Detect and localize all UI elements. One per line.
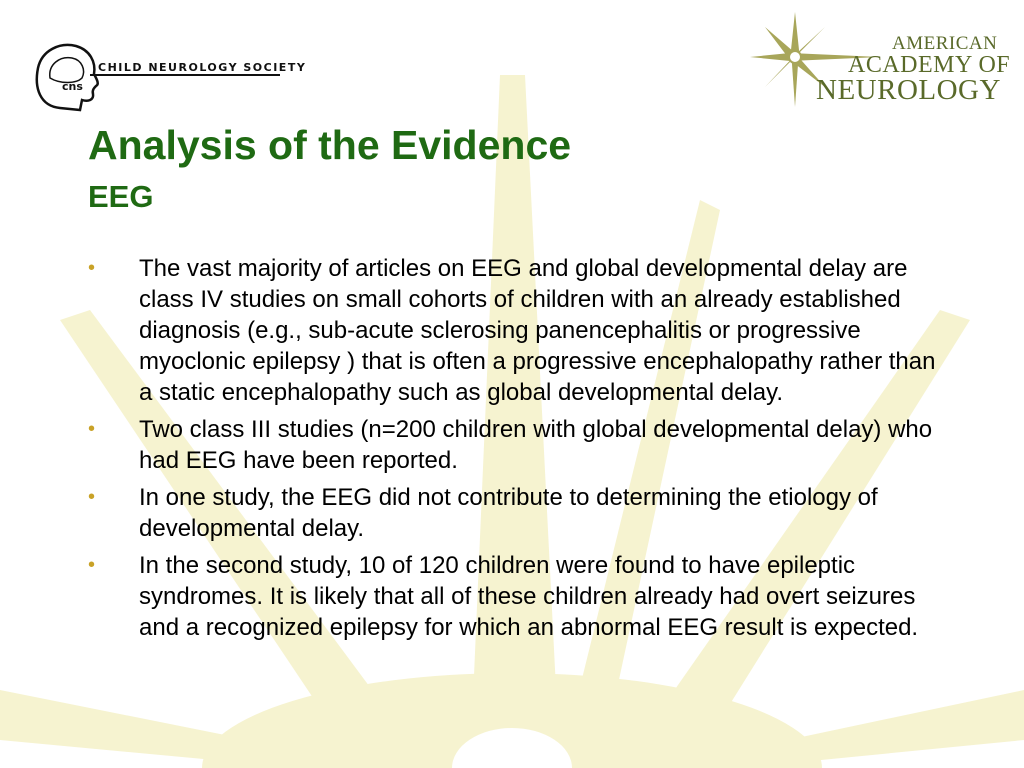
- aan-logo-line1: AMERICAN: [892, 33, 998, 54]
- bullet-dot-icon: •: [88, 418, 96, 440]
- slide-subtitle: EEG: [88, 179, 154, 214]
- bullet-text: The vast majority of articles on EEG and global developmental delay are class IV studies on small cohorts of children with an already established diagnosis (e.g., sub-acute sclerosing panencephalitis or progressive myoclonic epilepsy ) that is often a progressive encephalopathy rather than a static encephalopathy such as global developmental delay.: [139, 255, 936, 406]
- bullet-item: [88, 482, 948, 544]
- bullet-text: In one study, the EEG did not contribute to determining the etiology of developmental delay.: [139, 484, 878, 542]
- bullet-dot-icon: •: [88, 257, 96, 279]
- bullet-item: [88, 253, 948, 408]
- bullet-item: [88, 550, 948, 643]
- bullet-list: [88, 253, 948, 649]
- aan-logo-line3: NEUROLOGY: [816, 74, 1001, 106]
- child-neurology-society-logo: [30, 38, 280, 118]
- slide-title: Analysis of the Evidence: [88, 122, 572, 168]
- bullet-item: [88, 414, 948, 476]
- bullet-text: Two class III studies (n=200 children with global developmental delay) who had EEG have been reported.: [139, 416, 933, 474]
- cns-emblem-text: cns: [62, 80, 83, 93]
- bullet-dot-icon: •: [88, 554, 96, 576]
- cns-logo-text: CHILD NEUROLOGY SOCIETY: [98, 61, 307, 74]
- bullet-dot-icon: •: [88, 486, 96, 508]
- bullet-text: In the second study, 10 of 120 children were found to have epileptic syndromes. It is likely that all of these children already had overt seizures and a recognized epilepsy for which an abnormal EEG result is expected.: [139, 552, 919, 641]
- aan-logo-line2: ACADEMY OF: [848, 52, 1011, 78]
